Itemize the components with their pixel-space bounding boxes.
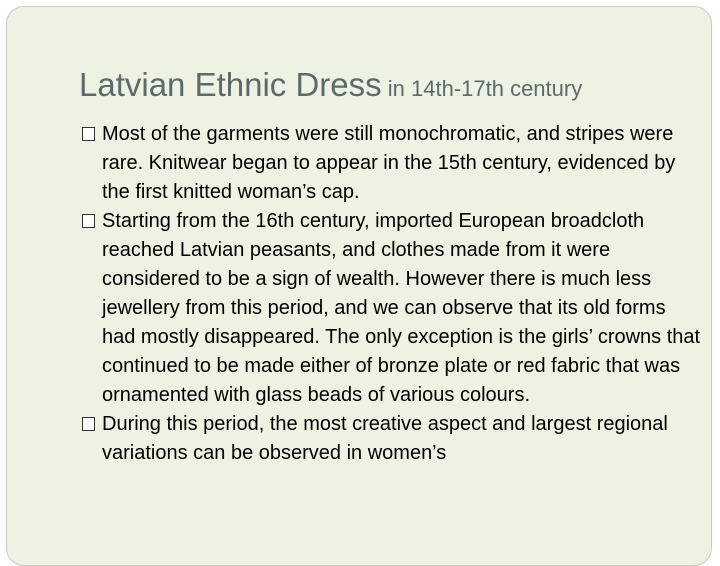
bullet-item [82, 120, 702, 207]
square-bullet-icon [82, 417, 95, 431]
bullet-text: During this period, the most creative aspect and largest regional variations can be observed in women’s [102, 413, 668, 464]
bullet-item [82, 207, 702, 410]
title-main: Latvian Ethnic Dress [79, 66, 382, 103]
bullet-item [82, 410, 702, 468]
slide-title [79, 62, 582, 112]
square-bullet-icon [82, 214, 95, 228]
bullet-list [82, 120, 702, 468]
bullet-text: Starting from the 16th century, imported European broadcloth reached Latvian peasants, and clothes made from it were considered to be a sign of wealth. However there is much less jewellery from this period, and we can observe that its old forms had mostly disappeared. The only exception is the girls’ crowns that continued to be made either of bronze plate or red fabric that was ornamented with glass beads of various colours. [102, 210, 701, 406]
square-bullet-icon [82, 127, 95, 141]
bullet-text: Most of the garments were still monochromatic, and stripes were rare. Knitwear began to appear in the 15th century, evidenced by the first knitted woman’s cap. [102, 123, 676, 203]
title-subtitle: in 14th-17th century [381, 76, 583, 101]
